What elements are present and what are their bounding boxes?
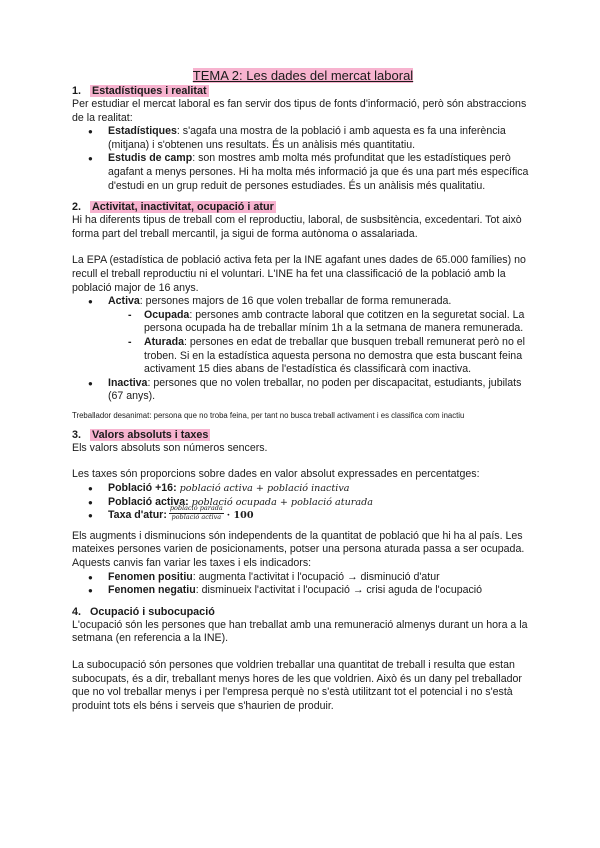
section-3-paragraph: Les taxes són proporcions sobre dades en valor absolut expressades en percentatges: xyxy=(72,468,480,481)
formula-item: ● Població +16: població activa + població inactiva xyxy=(108,482,534,496)
formula-list xyxy=(72,482,534,523)
section-2-list xyxy=(72,295,534,404)
section-1-heading: 1. Estadístiques i realitat xyxy=(72,85,207,97)
page-title: TEMA 2: Les dades del mercat laboral xyxy=(192,68,414,83)
formula-item: ● Taxa d'atur: $\frac{\text{població parada}}{\text{població activa}}$ · 100 xyxy=(108,509,534,523)
section-3-heading: 3. Valors absoluts i taxes xyxy=(72,428,209,441)
sub-list-item: - Ocupada: persones amb contracte laboral que cotitzen en la seguretat social. La persona ocupada ha de treballar mínim 1h a la setmana de manera remunerada. xyxy=(144,309,534,336)
section-1-list xyxy=(72,125,534,193)
list-item: ● Inactiva: persones que no volen treballar, no poden per discapacitat, estudiants, jubilats (67 anys). xyxy=(108,377,534,404)
section-3-list xyxy=(72,571,534,598)
section-2-heading: 2. Activitat, inactivitat, ocupació i atur xyxy=(72,201,274,214)
list-item: ● Estudis de camp: son mostres amb molta més profunditat que les estadístiques però agafant a menys persones. Hi ha molta més informació ja que és una part més específica d'estudi en un grup reduit de persones estudiades. És un anàlisis més qualitatiu. xyxy=(108,152,534,193)
document-page xyxy=(72,68,534,713)
formula-item: ● Població activa: població ocupada + població aturada xyxy=(108,496,534,510)
section-3-paragraph: Els augments i disminucions són independents de la quantitat de població que hi ha al país. Les mateixes persones varien de posicionaments, potser una persona aturada passa a ser ocupada. Aquests canvis fan variar les taxes i els indicadors: xyxy=(72,529,525,570)
section-3-paragraph: Els valors absoluts son números sencers. xyxy=(72,441,268,454)
sub-list-item: - Aturada: persones en edat de treballar que busquen treball remunerat però no el troben. Si en la estadística aquesta persona no demostra que esta buscant feina activament 15 dies abans de l'estadística és classificarà com inactiva. xyxy=(144,336,534,377)
fraction: $\frac{\text{població parada}}{\text{població activa}}$ xyxy=(169,504,223,521)
section-1-intro: Per estudiar el mercat laboral es fan servir dos tipus de fonts d'informació, però són abstraccions de la realitat: xyxy=(72,98,527,124)
list-item: ● Fenomen negatiu: disminueix l'activitat i l'ocupació → crisi aguda de l'ocupació xyxy=(108,584,534,598)
section-2-paragraph: La EPA (estadística de població activa feta per la INE agafant unes dades de 65.000 famílies) no recull el treball reproductiu ni el voluntari. L'INE ha fet una classificació de la població amb la població major de 16 anys. xyxy=(72,254,526,294)
list-item: ● Estadístiques: s'agafa una mostra de la població i amb aquesta es fa una inferència (mitjana) i s'obtenen uns resultats. És un anàlisis més quantitatiu. xyxy=(108,125,534,152)
list-item: ● Activa: persones majors de 16 que volen treballar de forma remunerada. - Ocupada: persones amb contracte laboral que cotitzen en la seguretat social. La persona ocupada ha de treballar mínim 1h a la setmana de manera remunerada. - Aturada: persones en edat de treballar que busquen treball remunerat però no el troben. Si en la estadística aquesta persona no demostra que esta buscant feina activament 15 dies abans de l'estadística és classificarà com inactiva. xyxy=(108,295,534,377)
section-4-paragraph: L'ocupació són les persones que han treballat amb una remuneració almenys durant un hora a la setmana (en referencia a la INE). xyxy=(72,618,528,645)
sub-list xyxy=(108,309,534,377)
list-item: ● Fenomen positiu: augmenta l'activitat i l'ocupació → disminució d'atur xyxy=(108,571,534,585)
section-2-paragraph: Hi ha diferents tipus de treball com el reproductiu, laboral, de susbsitència, excedentari. Tot això forma part del treball mercantil, ja sigui de forma autònoma o assalariada. xyxy=(72,214,522,240)
section-4-heading: 4. Ocupació i subocupació xyxy=(72,605,215,618)
section-4-paragraph: La subocupació són persones que voldrien treballar una quantitat de treball i resulta que estan subocupats, és a dir, treballant menys hores de les que voldrien. Això és un dany pel treballador que no vol treballar menys i per l'empresa perquè no s'està utilitzant tot el potencial i no s'està produint tots els béns i serveis que s'haurien de produir. xyxy=(72,659,522,712)
footnote: Treballador desanimat: persona que no troba feina, per tant no busca treball activament i es classifica com inactiu xyxy=(72,410,465,420)
